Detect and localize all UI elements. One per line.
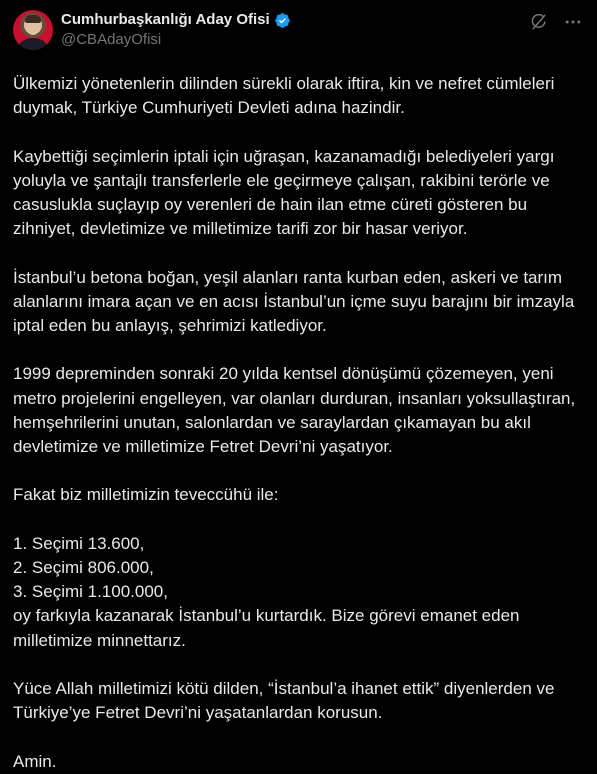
name-row <box>61 10 291 30</box>
tweet-text <box>13 72 583 774</box>
avatar-hair <box>25 15 41 23</box>
tweet-paragraph-7: Yüce Allah milletimizi kötü dilden, “İstanbul’a ihanet ettik” diyenlerden ve Türkiye’ye Fetret Devri’ni yaşatanlardan korusun. <box>13 678 555 723</box>
tweet-paragraph-5: Fakat biz milletimizin teveccühü ile: <box>13 485 279 505</box>
tweet-paragraph-1: Ülkemizi yönetenlerin dilinden sürekli olarak iftira, kin ve nefret cümleleri duymak, Türkiye Cumhuriyeti Devleti adına hazindir. <box>13 74 555 118</box>
tweet-paragraph-2: Kaybettiği seçimlerin iptali için uğraşan, kazanamadığı belediyeleri yargı yoluyla ve şantajlı transferlerle ele geçirmeye çalışan, rakibini terörle ve casuslukla suçlayıp oy verenleri de hain ilan etme cüreti gösteren bu zihniyet, devletimize ve milletimize tarifi zor bir hasar veriyor. <box>13 146 555 239</box>
tweet-paragraph-8: Amin. <box>13 751 57 771</box>
author-handle[interactable]: @CBAdayOfisi <box>61 31 162 48</box>
grok-icon[interactable] <box>529 12 549 32</box>
tweet-paragraph-3: İstanbul’u betona boğan, yeşil alanları ranta kurban eden, askeri ve tarım alanlarını imara açan ve en acısı İstanbul’un içme suyu barajını bir imzayla iptal eden bu anlayış, şehrimizi katlediyor. <box>13 267 575 335</box>
tweet-paragraph-6: 1. Seçimi 13.600, 2. Seçimi 806.000, 3. Seçimi 1.100.000, oy farkıyla kazanarak İstanbul’u kurtardık. Bize görevi emanet eden milletimize minnettarız. <box>13 533 520 650</box>
tweet-header <box>13 10 583 60</box>
author-info <box>61 10 291 50</box>
avatar-shoulders <box>19 38 47 50</box>
tweet-paragraph-4: 1999 depreminden sonraki 20 yılda kentsel dönüşümü çözemeyen, yeni metro projelerini engelleyen, var olanları durduran, insanları yoksullaştıran, hemşehrilerini unutan, salonlardan ve saraylardan çıkamayan bu akıl devletimize ve milletimize Fetret Devri’ni yaşatıyor. <box>13 364 576 456</box>
verified-badge-icon <box>274 12 291 29</box>
more-icon[interactable] <box>563 12 583 32</box>
tweet-actions <box>529 10 583 32</box>
author-display-name[interactable]: Cumhurbaşkanlığı Aday Ofisi <box>61 11 270 28</box>
avatar[interactable] <box>13 10 53 50</box>
